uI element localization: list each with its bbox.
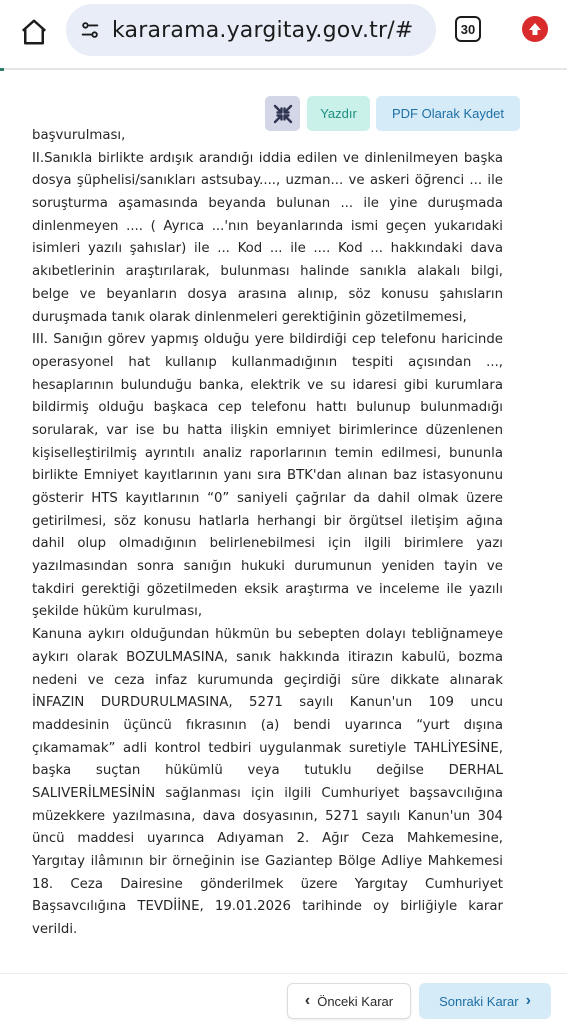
text-line: II.Sanıkla birlikte ardışık arandığı iddia edilen ve dinlenilmeyen başka	[32, 150, 503, 166]
text-line: takdiri gerektiği gözetilmeden eksik araştırma ve inceleme ile yazılı	[32, 581, 503, 597]
text-line: SALIVERİLMESİNİN sağlanması için ilgili Cumhuriyet başsavcılığına	[32, 785, 503, 801]
text-line: birlikte Emniyet kayıtlarının yanı sıra BTK'dan alınan baz istasyonunu	[32, 468, 503, 484]
text-line: isimleri yazılı şahıslar) ile ... Kod ... ile .... Kod ... hakkındaki dava	[32, 241, 503, 257]
text-line: yazılmasından sonra sanığın hukuki durumunun yeniden tayin ve	[32, 559, 503, 575]
text-line: duruşmada tanık olarak dinlenmeleri gerektiğinin gözetilmemesi,	[32, 309, 467, 325]
text-line: 18. Ceza Dairesine gönderilmek üzere Yargıtay Cumhuriyet	[32, 876, 503, 892]
save-pdf-button[interactable]: PDF Olarak Kaydet	[376, 96, 520, 131]
address-bar[interactable]	[66, 4, 436, 56]
browser-toolbar	[0, 0, 567, 68]
text-line: Kanuna aykırı olduğundan hükmün bu sebepten dolayı tebliğnameye	[32, 627, 503, 643]
text-line: akıbetlerinin araştırılarak, bulunması halinde sanıkla alakalı bilgi,	[32, 264, 503, 280]
decision-text	[32, 125, 503, 942]
url-text: kararama.yargitay.gov.tr/#	[112, 17, 414, 43]
text-line: gösterir HTS kayıtlarının “0” saniyeli çağrılar da dahil olmak üzere	[32, 491, 503, 506]
home-button[interactable]	[14, 12, 54, 52]
home-icon	[19, 17, 49, 47]
text-line: İNFAZIN DURDURULMASINA, 5271 sayılı Kanun'un 109 uncu	[32, 695, 503, 711]
text-line: maddesinin üçüncü fıkrasının (a) bendi uyarınca “yurt dışına	[32, 717, 503, 733]
text-line: başvurulması,	[32, 128, 126, 143]
page-load-indicator	[0, 68, 4, 71]
text-line: III. Sanığın görev yapmış olduğu yere bildirdiği cep telefonu haricinde	[32, 332, 503, 348]
text-line: üncü maddesi uyarınca Adıyaman 2. Ağır Ceza Mahkemesine,	[32, 831, 503, 847]
text-line: Yargıtay ilâmının bir örneğinin ise Gaziantep Bölge Adliye Mahkemesi	[32, 854, 503, 869]
text-line: kişiselleştirilmiş ayrıntılı analiz raporlarının temin edilmesi, bununla	[32, 445, 503, 461]
text-line: çıkamamak” adli kontrol tedbiri uygulanmak suretiyle TAHLİYESİNE,	[32, 740, 503, 756]
update-button[interactable]	[522, 16, 548, 42]
text-line: şekilde hüküm kurulması,	[32, 604, 203, 620]
tab-count: 30	[460, 21, 476, 37]
arrow-up-icon	[527, 21, 543, 37]
footer-divider	[0, 973, 567, 974]
chevron-right-icon: ›	[525, 992, 531, 1009]
text-line: dosya şüphelisi/sanıkları astsubay...., uzman... ve askeri öğrenci ... ile	[32, 173, 503, 189]
text-line: başka suçtan hükümlü veya tutuklu değilse DERHAL	[32, 763, 503, 779]
print-button[interactable]: Yazdır	[307, 96, 370, 131]
text-line: bildirmiş olduğu başkaca cep telefonu hattı bulunup bulunmadığı	[32, 400, 503, 416]
text-line: Başsavcılığına TEVDİİNE, 19.01.2026 tarihinde oy birliğiyle karar	[32, 899, 503, 915]
tab-switcher-button[interactable]	[455, 16, 481, 42]
text-line: aykırı olarak BOZULMASINA, sanık hakkında itirazın kabulü, bozma	[32, 649, 503, 665]
text-line: sorularak, var ise bu hatta ilişkin emniyet birimlerince düzenlenen	[32, 422, 503, 438]
text-line: getirilmesi, söz konusu hatlarla herhangi bir örgütsel iletişim ağına	[32, 513, 503, 529]
text-line: verildi.	[32, 922, 78, 938]
text-line: operasyonel hat kullanıp kullanmadığının tespiti açısından ...,	[32, 354, 503, 370]
text-line: müzekkere yazılmasına, dava dosyasının, 5271 sayılı Kanun'un 304	[32, 808, 503, 824]
text-line: hesaplarının bulunduğu banka, elektrik ve su idaresi gibi kurumlara	[32, 377, 503, 393]
previous-decision-label: Önceki Karar	[317, 993, 394, 1009]
text-line: soruşturma aşamasında beyanda bulunan ... ile yine duruşmada	[32, 196, 503, 212]
text-line: belge ve beyanların dosya arasına alınıp, söz konusu şahısların	[32, 286, 503, 302]
text-line: dinlenmeyen .... ( Ayrıca ...'nın beyanlarında ismi geçen yukarıdaki	[32, 218, 503, 234]
toolbar-divider	[0, 68, 567, 70]
previous-decision-button[interactable]	[287, 983, 411, 1019]
site-settings-icon[interactable]	[76, 16, 104, 44]
next-decision-button[interactable]	[419, 983, 551, 1019]
chevron-left-icon: ‹	[304, 992, 311, 1009]
text-line: dahil olup olmadığının belirlenebilmesi için ilgili birimlere yazı	[32, 536, 503, 552]
next-decision-label: Sonraki Karar	[439, 993, 519, 1009]
collapse-icon	[273, 104, 293, 124]
text-line: nedeni ve ceza infaz kurumunda geçirdiği süre dikkate alınarak	[32, 672, 503, 688]
